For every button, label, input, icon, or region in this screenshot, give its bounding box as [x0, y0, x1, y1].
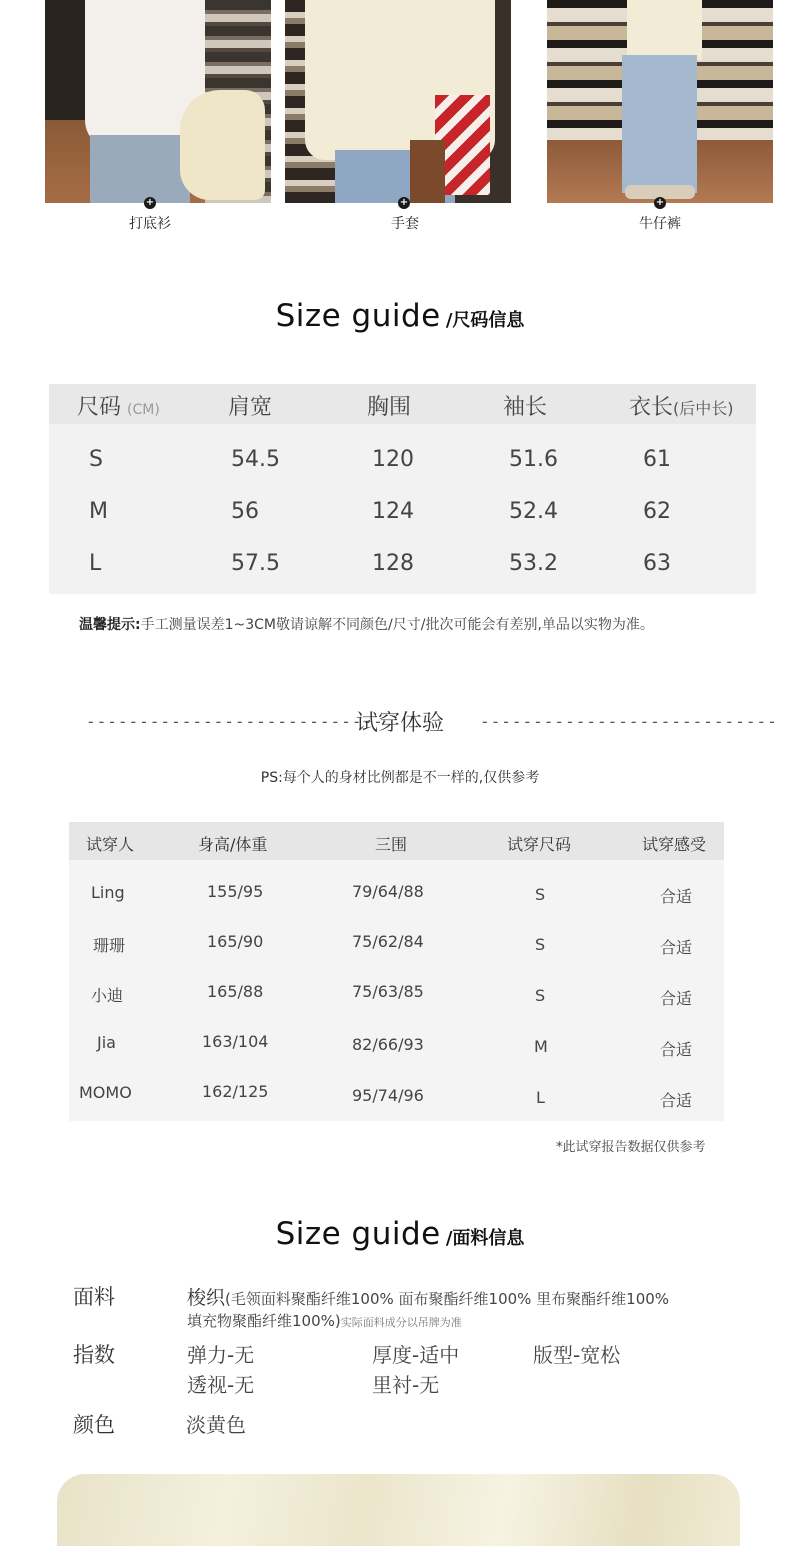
- fabric-closeup-image: [57, 1474, 740, 1546]
- size-guide-subtitle: /尺码信息: [445, 310, 525, 331]
- col-feel: 试穿感受: [642, 835, 707, 854]
- material-label: 面料: [73, 1285, 115, 1309]
- person-cell: MOMO: [79, 1083, 132, 1102]
- model-jeans: [90, 135, 190, 203]
- size-cell: M: [534, 1037, 548, 1056]
- measure-cell: 79/64/88: [352, 882, 424, 901]
- hw-cell: 155/95: [207, 882, 264, 901]
- tip-text: 手工测量误差1~3CM敬请谅解不同颜色/尺寸/批次可能会有差别,单品以实物为准。: [140, 617, 654, 633]
- feel-cell: 合适: [660, 1040, 693, 1059]
- size-cell: S: [535, 986, 546, 1005]
- outfit-photo-gloves[interactable]: [285, 0, 511, 203]
- photo-label-base-layer: 打底衫: [129, 216, 171, 232]
- col-shoulder: 肩宽: [228, 395, 273, 420]
- bag: [410, 140, 445, 203]
- length-cell: 63: [643, 551, 671, 576]
- material-note: 实际面料成分以吊牌为准: [340, 1316, 462, 1329]
- size-table-header: [49, 384, 756, 424]
- material-detail: (毛领面料聚酯纤维100% 面布聚酯纤维100% 里布聚酯纤维100%: [225, 1290, 670, 1308]
- outfit-photo-jeans[interactable]: [547, 0, 773, 203]
- divider-left: ----------------------------: [86, 712, 384, 731]
- measure-cell: 75/62/84: [352, 932, 424, 951]
- size-guide-heading: [0, 298, 800, 334]
- hw-cell: 162/125: [202, 1082, 269, 1101]
- sleeve-cell: 52.4: [509, 499, 558, 524]
- chest-cell: 128: [372, 551, 414, 576]
- tip-label: 温馨提示:: [79, 617, 141, 633]
- fabric-title: Size guide: [275, 1216, 441, 1252]
- jacket: [627, 0, 702, 60]
- size-guide-title: Size guide: [275, 298, 441, 334]
- col-measurements: 三围: [375, 835, 408, 854]
- person-cell: Ling: [91, 883, 125, 902]
- sleeve-cell: 53.2: [509, 551, 558, 576]
- plus-circle-icon: +: [145, 197, 155, 208]
- person-cell: Jia: [97, 1033, 116, 1052]
- fit-value: 版型-宽松: [533, 1343, 621, 1367]
- hw-cell: 165/90: [207, 932, 264, 951]
- fabric-heading: [0, 1216, 800, 1252]
- jeans: [622, 55, 697, 193]
- col-height-weight: 身高/体重: [198, 835, 268, 854]
- size-table: [49, 384, 756, 594]
- size-cell: L: [89, 551, 102, 576]
- fabric-subtitle: /面料信息: [445, 1228, 525, 1249]
- elasticity-value: 弹力-无: [187, 1343, 255, 1367]
- shoulder-cell: 57.5: [231, 551, 280, 576]
- try-on-table: [69, 822, 724, 1121]
- measure-cell: 75/63/85: [352, 982, 424, 1001]
- feel-cell: 合适: [660, 887, 693, 906]
- divider-right: ----------------------------: [480, 712, 778, 731]
- feel-cell: 合适: [660, 938, 693, 957]
- material-line-1: [187, 1283, 669, 1310]
- try-on-ps: PS:每个人的身材比例都是不一样的,仅供参考: [260, 770, 540, 786]
- sleeve-cell: 51.6: [509, 447, 558, 472]
- person-cell: 小迪: [91, 986, 124, 1005]
- size-cell: L: [536, 1088, 545, 1107]
- hw-cell: 165/88: [207, 982, 264, 1001]
- held-jacket: [180, 90, 265, 200]
- lining-value: 里衬-无: [372, 1373, 440, 1397]
- hw-cell: 163/104: [202, 1032, 269, 1051]
- size-cell: S: [535, 935, 546, 954]
- try-on-note: *此试穿报告数据仅供参考: [556, 1140, 706, 1155]
- col-chest: 胸围: [367, 395, 412, 420]
- col-size: 尺码 (CM): [77, 395, 160, 420]
- measure-cell: 95/74/96: [352, 1086, 424, 1105]
- material-line-2: [187, 1310, 462, 1331]
- color-value: 淡黄色: [186, 1413, 246, 1437]
- col-sleeve: 袖长: [503, 395, 548, 420]
- length-cell: 62: [643, 499, 671, 524]
- outfit-photo-base-layer[interactable]: [45, 0, 271, 203]
- person-cell: 珊珊: [93, 936, 126, 955]
- col-length: 衣长(后中长): [629, 395, 734, 420]
- material-filling: 填充物聚酯纤维100%): [187, 1312, 341, 1330]
- material-lead: 梭织: [187, 1287, 226, 1309]
- shoulder-cell: 54.5: [231, 447, 280, 472]
- sheer-value: 透视-无: [187, 1373, 255, 1397]
- feel-cell: 合适: [660, 1091, 693, 1110]
- index-label: 指数: [73, 1343, 115, 1367]
- length-cell: 61: [643, 447, 671, 472]
- chest-cell: 124: [372, 499, 414, 524]
- col-person: 试穿人: [86, 835, 135, 854]
- feel-cell: 合适: [660, 989, 693, 1008]
- try-on-title: 试穿体验: [355, 711, 444, 736]
- size-cell: S: [535, 885, 546, 904]
- plus-circle-icon: +: [655, 197, 665, 208]
- measure-cell: 82/66/93: [352, 1035, 424, 1054]
- size-cell: M: [89, 499, 108, 524]
- shoulder-cell: 56: [231, 499, 259, 524]
- thickness-value: 厚度-适中: [372, 1343, 460, 1367]
- measurement-tip: [79, 614, 654, 634]
- color-label: 颜色: [73, 1413, 115, 1437]
- try-on-table-header: [69, 822, 724, 860]
- col-try-size: 试穿尺码: [507, 835, 572, 854]
- photo-label-gloves: 手套: [391, 216, 419, 232]
- photo-label-jeans: 牛仔裤: [639, 216, 681, 232]
- plus-circle-icon: +: [399, 197, 409, 208]
- size-cell: S: [89, 447, 103, 472]
- chest-cell: 120: [372, 447, 414, 472]
